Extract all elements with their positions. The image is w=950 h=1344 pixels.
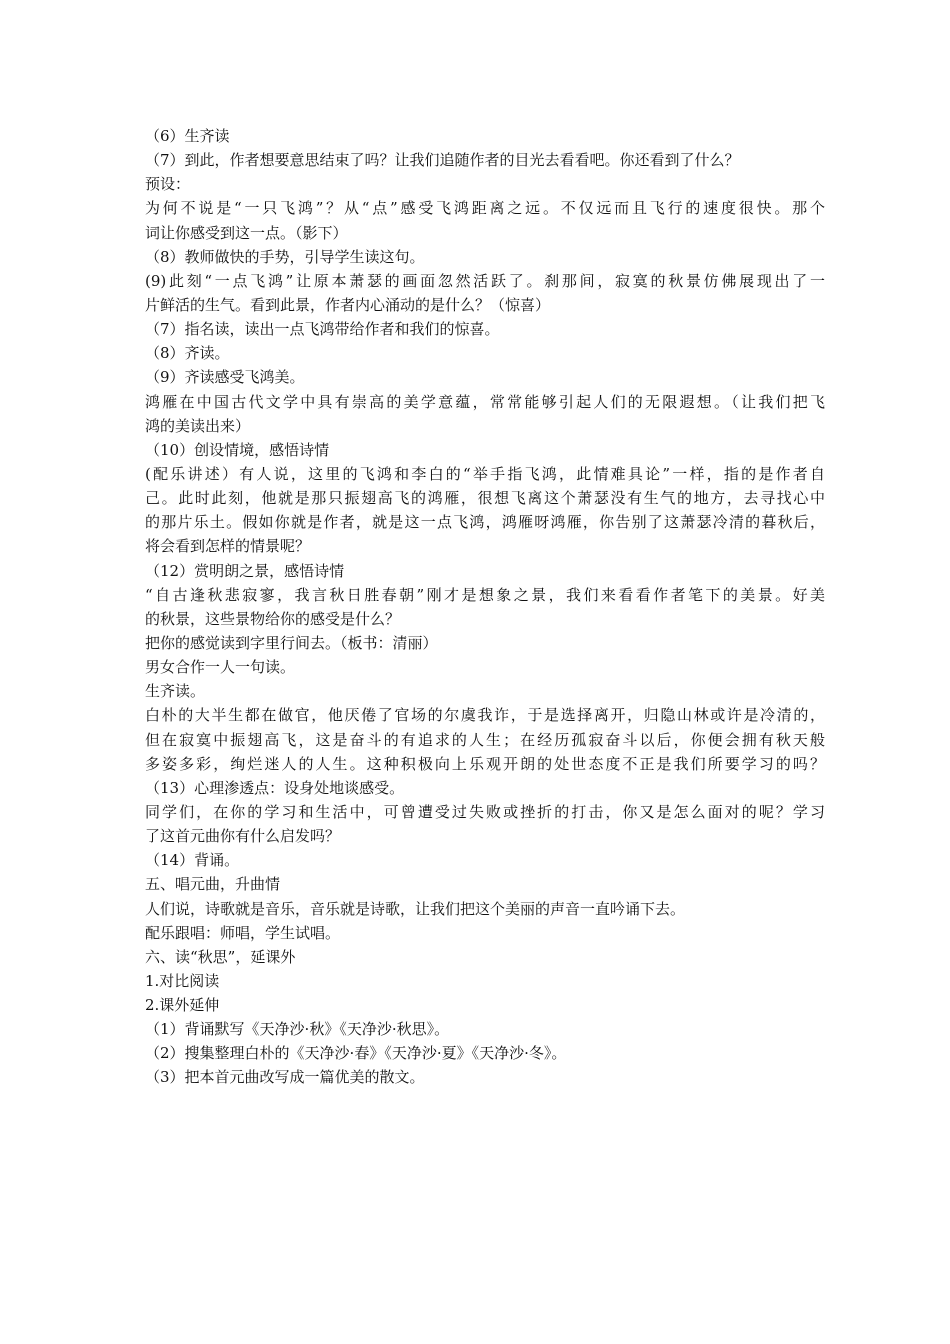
text-line: 人们说，诗歌就是音乐，音乐就是诗歌，让我们把这个美丽的声音一直吟诵下去。: [145, 899, 686, 918]
text-line: （7）到此，作者想要意思结束了吗？让我们追随作者的目光去看看吧。你还看到了什么？: [145, 151, 740, 170]
text-line: （7）指名读，读出一点飞鸿带给作者和我们的惊喜。: [145, 320, 500, 339]
text-line: 把你的感觉读到字里行间去。（板书：清丽）: [145, 633, 438, 652]
text-line: （8）齐读。: [145, 344, 230, 363]
text-line: 男女合作一人一句读。: [145, 658, 296, 677]
text-line: 鸿雁在中国古代文学中具有崇高的美学意蕴，常常能够引起人们的无限遐想。（让我们把飞: [145, 392, 825, 411]
text-line: 但在寂寞中振翅高飞，这是奋斗的有追求的人生；在经历孤寂奋斗以后，你便会拥有秋天般: [145, 730, 825, 749]
text-line: （8）教师做快的手势，引导学生读这句。: [145, 247, 425, 266]
text-line: 六、读“秋思”，延课外: [145, 947, 296, 966]
text-line: 片鲜活的生气。看到此景，作者内心涌动的是什么？（惊喜）: [145, 295, 551, 314]
text-line: 为何不说是“一只飞鸿”？从“点”感受飞鸿距离之远。不仅远而且飞行的速度很快。那个: [145, 199, 825, 218]
text-line: 2.课外延伸: [145, 996, 220, 1015]
text-line: （14）背诵。: [145, 851, 240, 870]
text-line: （3）把本首元曲改写成一篇优美的散文。: [145, 1068, 425, 1087]
text-line: 的秋景，这些景物给你的感受是什么？: [145, 609, 401, 628]
text-line: 的那片乐土。假如你就是作者，就是这一点飞鸿，鸿雁呀鸿雁，你告别了这萧瑟冷清的暮秋后，: [145, 513, 825, 532]
text-line: （9）齐读感受飞鸿美。: [145, 368, 305, 387]
text-line: （6）生齐读: [145, 127, 230, 145]
text-line: 多姿多彩，绚烂迷人的人生。这种积极向上乐观开朗的处世态度不正是我们所要学习的吗？: [145, 754, 825, 773]
text-line: (9)此刻“一点飞鸿”让原本萧瑟的画面忽然活跃了。刹那间，寂寞的秋景仿佛展现出了一: [145, 271, 825, 290]
text-line: 鸿的美读出来）: [145, 416, 251, 435]
document-body: [145, 124, 825, 1090]
text-line: 同学们，在你的学习和生活中，可曾遭受过失败或挫折的打击，你又是怎么面对的呢？学习: [145, 802, 825, 821]
text-line: “自古逢秋悲寂寥，我言秋日胜春朝”刚才是想象之景，我们来看看作者笔下的美景。好美: [145, 585, 825, 604]
text-line: 生齐读。: [145, 682, 206, 701]
text-line: 五、唱元曲，升曲情: [145, 875, 281, 894]
text-line: （12）赏明朗之景，感悟诗情: [145, 561, 345, 580]
text-line: （13）心理渗透点：设身处地谈感受。: [145, 778, 405, 797]
text-line: （2）搜集整理白朴的《天净沙·春》《天净沙·夏》《天净沙·冬》。: [145, 1044, 567, 1063]
text-line: 己。此时此刻，他就是那只振翅高飞的鸿雁，很想飞离这个萧瑟没有生气的地方，去寻找心中: [145, 489, 825, 508]
text-line: (配乐讲述）有人说，这里的飞鸿和李白的“举手指飞鸿，此情难具论”一样，指的是作者自: [145, 464, 825, 483]
text-line: 预设：: [145, 175, 191, 194]
text-line: （10）创设情境，感悟诗情: [145, 440, 330, 459]
text-line: 词让你感受到这一点。（影下）: [145, 223, 348, 242]
text-line: 1.对比阅读: [145, 971, 220, 990]
text-line: 将会看到怎样的情景呢？: [145, 537, 311, 556]
text-line: 了这首元曲你有什么启发吗？: [145, 827, 341, 846]
text-line: （1）背诵默写《天净沙·秋》《天净沙·秋思》。: [145, 1020, 450, 1039]
text-line: 白朴的大半生都在做官，他厌倦了官场的尔虞我诈，于是选择离开，归隐山林或许是冷清的，: [145, 706, 825, 725]
text-line: 配乐跟唱：师唱，学生试唱。: [145, 923, 341, 942]
